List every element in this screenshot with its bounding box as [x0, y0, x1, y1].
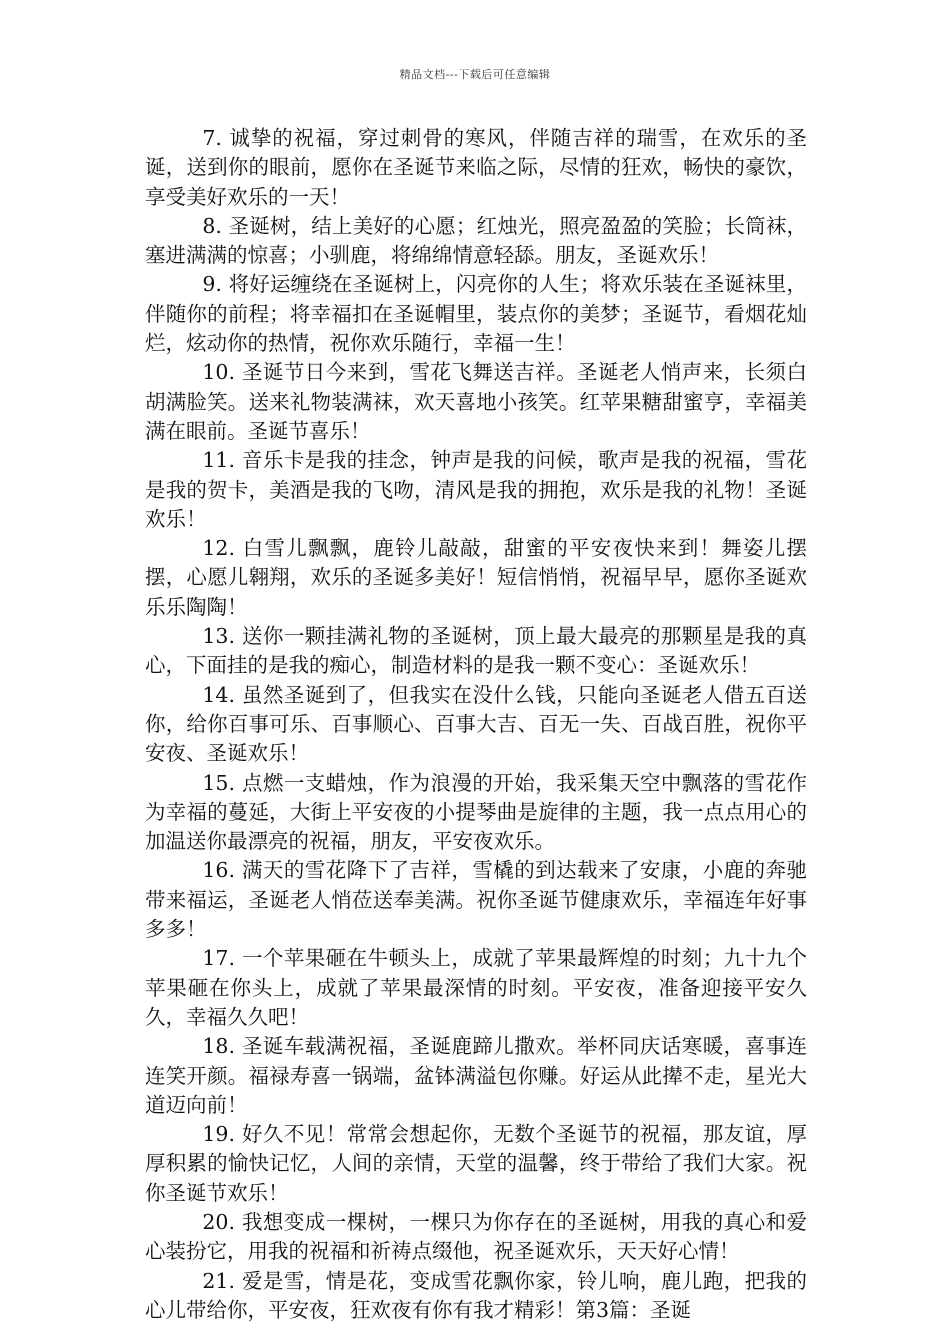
- paragraph-8: 8. 圣诞树，结上美好的心愿；红烛光，照亮盈盈的笑脸；长筒袜，塞进满满的惊喜；小驯鹿，将绵绵情意轻舔。朋友，圣诞欢乐！: [145, 213, 807, 268]
- document-body: [145, 124, 807, 1325]
- paragraph-10: 10. 圣诞节日今来到，雪花飞舞送吉祥。圣诞老人悄声来，长须白胡满脸笑。送来礼物装满袜，欢天喜地小孩笑。红苹果糖甜蜜亨，幸福美满在眼前。圣诞节喜乐！: [145, 360, 807, 443]
- paragraph-11: 11. 音乐卡是我的挂念，钟声是我的问候，歌声是我的祝福，雪花是我的贺卡，美酒是我的飞吻，清风是我的拥抱，欢乐是我的礼物！圣诞欢乐！: [145, 448, 807, 531]
- paragraph-19: 19. 好久不见！常常会想起你，无数个圣诞节的祝福，那友谊，厚厚积累的愉快记忆，人间的亲情，天堂的温馨，终于带给了我们大家。祝你圣诞节欢乐！: [145, 1122, 807, 1205]
- paragraph-17: 17. 一个苹果砸在牛顿头上，成就了苹果最辉煌的时刻；九十九个苹果砸在你头上，成就了苹果最深情的时刻。平安夜，准备迎接平安久久，幸福久久吧！: [145, 946, 807, 1029]
- page-header: 精品文档---下载后可任意编辑: [399, 68, 551, 81]
- paragraph-9: 9. 将好运缠绕在圣诞树上，闪亮你的人生；将欢乐装在圣诞袜里，伴随你的前程；将幸福扣在圣诞帽里，装点你的美梦；圣诞节，看烟花灿烂，炫动你的热情，祝你欢乐随行，幸福一生！: [145, 272, 807, 356]
- paragraph-15: 15. 点燃一支蜡烛，作为浪漫的开始，我采集天空中飘落的雪花作为幸福的蔓延，大街上平安夜的小提琴曲是旋律的主题，我一点点用心的加温送你最漂亮的祝福，朋友，平安夜欢乐。: [145, 770, 807, 854]
- paragraph-14: 14. 虽然圣诞到了，但我实在没什么钱，只能向圣诞老人借五百送你，给你百事可乐、百事顺心、百事大吉、百无一失、百战百胜，祝你平安夜、圣诞欢乐！: [145, 682, 807, 766]
- paragraph-12: 12. 白雪儿飘飘，鹿铃儿敲敲，甜蜜的平安夜快来到！舞姿儿摆摆，心愿儿翱翔，欢乐的圣诞多美好！短信悄悄，祝福早早，愿你圣诞欢乐乐陶陶！: [145, 536, 807, 619]
- paragraph-7: 7. 诚挚的祝福，穿过刺骨的寒风，伴随吉祥的瑞雪，在欢乐的圣诞，送到你的眼前，愿你在圣诞节来临之际，尽情的狂欢，畅快的豪饮，享受美好欢乐的一天！: [145, 126, 807, 209]
- paragraph-13: 13. 送你一颗挂满礼物的圣诞树，顶上最大最亮的那颗星是我的真心，下面挂的是我的痴心，制造材料的是我一颗不变心：圣诞欢乐！: [145, 624, 807, 678]
- paragraph-16: 16. 满天的雪花降下了吉祥，雪橇的到达载来了安康，小鹿的奔驰带来福运，圣诞老人悄莅送奉美满。祝你圣诞节健康欢乐，幸福连年好事多多！: [145, 858, 807, 942]
- paragraph-21: 21. 爱是雪，情是花，变成雪花飘你家，铃儿响，鹿儿跑，把我的心儿带给你，平安夜，狂欢夜有你有我才精彩！第3篇：圣诞: [145, 1268, 807, 1322]
- paragraph-18: 18. 圣诞车载满祝福，圣诞鹿蹄儿撒欢。举杯同庆话寒暖，喜事连连笑开颜。福禄寿喜一锅端，盆钵满溢包你赚。好运从此撵不走，星光大道迈向前！: [145, 1034, 807, 1117]
- paragraph-20: 20. 我想变成一棵树，一棵只为你存在的圣诞树，用我的真心和爱心装扮它，用我的祝福和祈祷点缀他，祝圣诞欢乐，天天好心情！: [145, 1209, 807, 1264]
